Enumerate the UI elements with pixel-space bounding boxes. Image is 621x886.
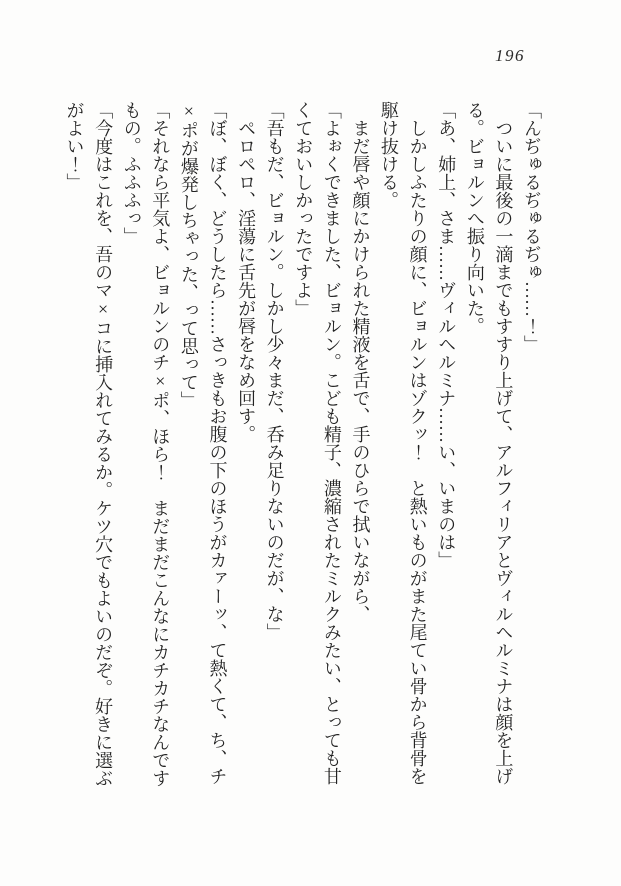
paragraph: 「それなら平気よ、ビョルンのチ×ポ、ほら！ まだまだこんなにカチカチなんですもの。ふふふっ」 <box>121 101 171 787</box>
paragraph: 「んぢゅるぢゅるぢゅ……！」 <box>522 101 542 353</box>
paragraph: 「あ、姉上、さま……ヴィルヘルミナ……い、いまのは」 <box>436 101 457 569</box>
paragraph: しかしふたりの顔に、ビョルンはゾクッ！ と熱いものがまた尾てい骨から背骨を駆け抜ける。 <box>379 101 428 785</box>
paragraph: 「よぉくできました、ビョルン。こども精子、濃縮されたミルクみたい、とっても甘くておいしかったですよ」 <box>293 101 342 785</box>
paragraph: 「吾もだ、ビョルン。しかし少々まだ、呑み足りないのだが、な」 <box>264 101 285 641</box>
paragraph: ついに最後の一滴までもすすり上げて、アルフィリアとヴィルヘルミナは顔を上げる。ビョルンへ振り向いた。 <box>464 101 514 785</box>
paragraph: 「ぼ、ぼく、どうしたら……さっきもお腹の下のほうがカァーッ、て熱くて、ち、チ×ポが爆発しちゃった、って思って」 <box>178 101 228 785</box>
text-block <box>60 101 546 793</box>
paragraph: まだ唇や顔にかけられた精液を舌で、手のひらで拭いながら、 <box>350 119 371 623</box>
page-number: 196 <box>495 46 525 65</box>
paragraph: 「今度はこれを、吾のマ×コに挿入れてみるか。ケツ穴でもよいのだぞ。好きに選ぶがよい！」 <box>64 101 114 787</box>
paragraph: ペロペロ、淫蕩に舌先が唇をなめ回す。 <box>236 119 257 443</box>
